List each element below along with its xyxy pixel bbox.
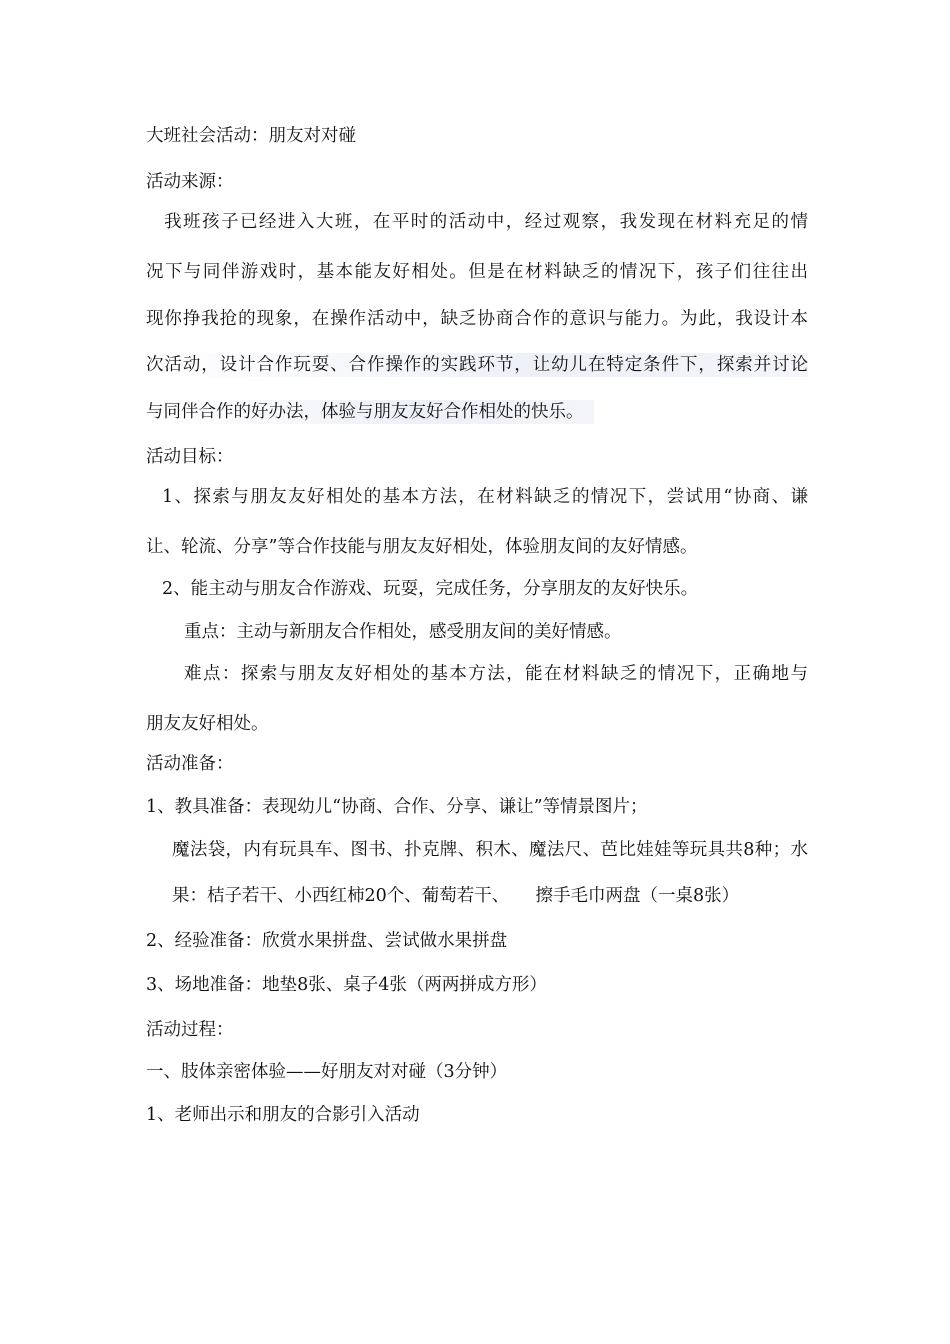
goal-item: 1、探索与朋友友好相处的基本方法，在材料缺乏的情况下，尝试用“协商、谦 <box>162 487 808 507</box>
source-paragraph-line: 与同伴合作的好办法，体验与朋友友好合作相处的快乐。 <box>146 400 594 424</box>
source-paragraph-line: 况下与同伴游戏时，基本能友好相处。但是在材料缺乏的情况下，孩子们往往出 <box>146 262 808 282</box>
goal-item: 2、能主动与朋友合作游戏、玩耍，完成任务，分享朋友的友好快乐。 <box>162 579 699 599</box>
prep-item-continued: 魔法袋，内有玩具车、图书、扑克牌、积木、魔法尺、芭比娃娃等玩具共8种；水 <box>172 840 808 860</box>
difficult-point: 难点：探索与朋友友好相处的基本方法，能在材料缺乏的情况下，正确地与 <box>184 664 808 684</box>
source-paragraph-line: 现你挣我抢的现象，在操作活动中，缺乏协商合作的意识与能力。为此，我设计本 <box>146 309 808 329</box>
prep-item: 1、教具准备：表现幼儿“协商、合作、分享、谦让”等情景图片； <box>146 797 648 817</box>
document-title: 大班社会活动：朋友对对碰 <box>146 126 356 146</box>
section-heading-goals: 活动目标： <box>146 447 234 467</box>
source-paragraph-line: 我班孩子已经进入大班，在平时的活动中，经过观察，我发现在材料充足的情 <box>164 212 808 232</box>
key-point: 重点：主动与新朋友合作相处，感受朋友间的美好情感。 <box>184 622 622 642</box>
difficult-point-continued: 朋友友好相处。 <box>146 714 269 734</box>
process-step: 1、老师出示和朋友的合影引入活动 <box>146 1105 420 1125</box>
source-paragraph-line: 次活动，设计合作玩耍、合作操作的实践环节，让幼儿在特定条件下，探索并讨论 <box>146 355 808 375</box>
section-heading-source: 活动来源： <box>146 172 234 192</box>
process-part-heading: 一、肢体亲密体验——好朋友对对碰（3分钟） <box>146 1062 508 1082</box>
prep-item: 3、场地准备：地垫8张、桌子4张（两两拼成方形） <box>146 975 547 995</box>
prep-item: 2、经验准备：欣赏水果拼盘、尝试做水果拼盘 <box>146 931 508 951</box>
goal-item-continued: 让、轮流、分享”等合作技能与朋友友好相处，体验朋友间的友好情感。 <box>146 537 698 557</box>
section-heading-process: 活动过程： <box>146 1020 234 1040</box>
section-heading-prep: 活动准备： <box>146 754 234 774</box>
prep-item-continued: 果：桔子若干、小西红柿20个、葡萄若干、 擦手毛巾两盘（一桌8张） <box>172 886 740 906</box>
